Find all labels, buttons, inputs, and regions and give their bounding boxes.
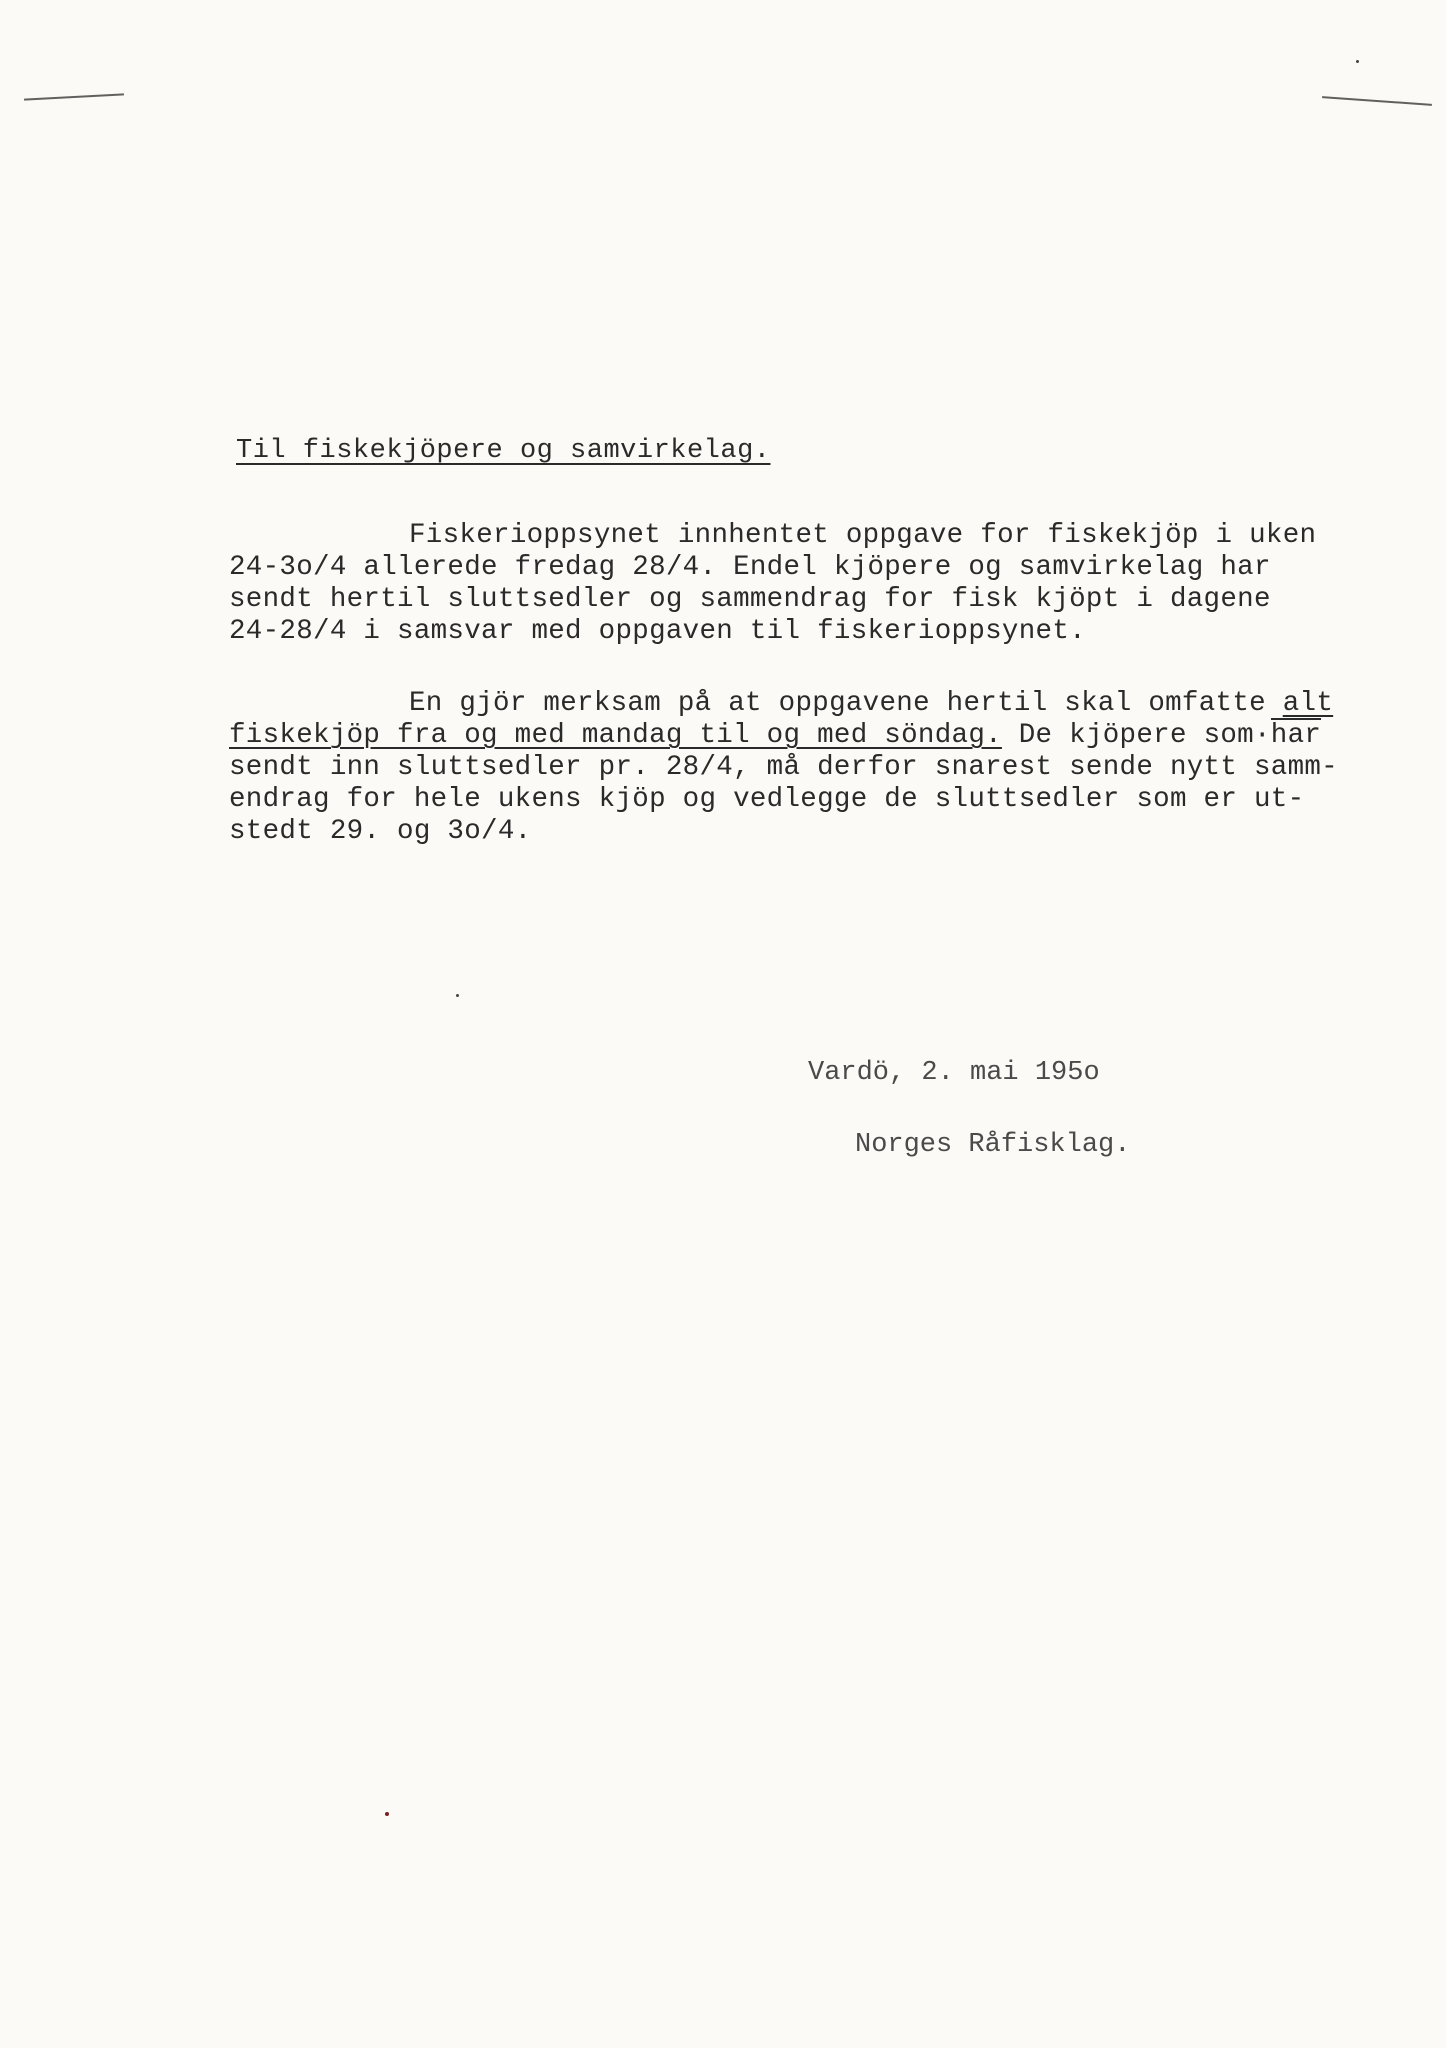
corner-mark-right (1322, 96, 1432, 106)
paragraph-line: stedt 29. og 3o/4. (229, 816, 532, 847)
organization-name: Norges Råfisklag. (855, 1130, 1131, 1160)
paragraph-1 (229, 520, 1316, 648)
document-heading: Til fiskekjöpere og samvirkelag. (236, 436, 771, 466)
page-dot (1356, 60, 1359, 63)
paragraph-line: sendt inn sluttsedler pr. 28/4, må derfor snarest sende nytt samm- (229, 752, 1338, 783)
paragraph-line (229, 688, 1338, 720)
paragraph-line: 24-3o/4 allerede fredag 28/4. Endel kjöpere og samvirkelag har (229, 552, 1271, 583)
paragraph-text: En gjör merksam på at oppgavene hertil skal omfatte (409, 688, 1283, 719)
page-dot (456, 994, 459, 997)
paragraph-2 (229, 688, 1338, 848)
paragraph-line (229, 720, 1338, 752)
page-speck (385, 1812, 389, 1816)
overlined-text: har (1270, 720, 1322, 751)
paragraph-line: Fiskerioppsynet innhentet oppgave for fiskekjöp i uken (409, 520, 1317, 551)
paragraph-text: De kjöpere som· (1001, 720, 1271, 751)
paragraph-line: 24-28/4 i samsvar med oppgaven til fiskerioppsynet. (229, 616, 1086, 647)
underlined-text: alt (1282, 688, 1334, 719)
place-date: Vardö, 2. mai 195o (808, 1058, 1100, 1088)
paragraph-line: endrag for hele ukens kjöp og vedlegge de sluttsedler som er ut- (229, 784, 1305, 815)
corner-mark-left (24, 93, 124, 100)
paragraph-line: sendt hertil sluttsedler og sammendrag for fisk kjöpt i dagene (229, 584, 1271, 615)
underlined-text: fiskekjöp fra og med mandag til og med söndag. (229, 720, 1002, 751)
